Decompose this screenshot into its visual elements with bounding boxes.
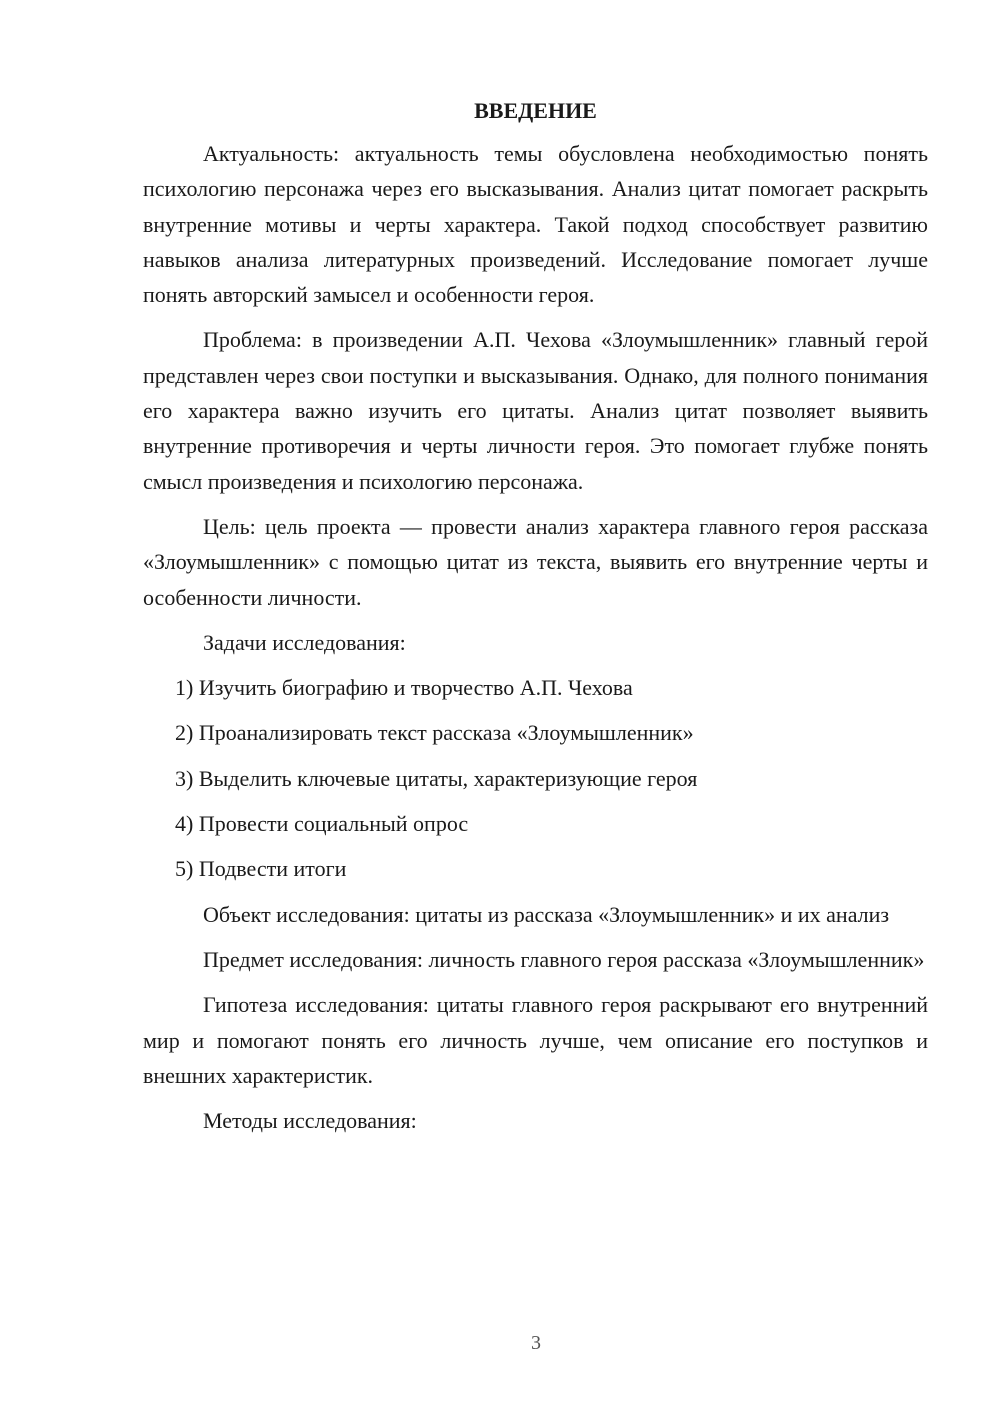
section-heading: ВВЕДЕНИЕ xyxy=(474,98,597,123)
problem-paragraph: Проблема: в произведении А.П. Чехова «Злоумышленник» главный герой представлен через свои поступки и высказывания. Однако, для полного понимания его характера важно изучить его цитаты. Анализ цитат позволяет выявить внутренние противоречия и черты личности героя. Это помогает глубже понять смысл произведения и психологию персонажа. xyxy=(143,327,928,494)
task-item: 4) Провести социальный опрос xyxy=(175,811,469,837)
task-item: 5) Подвести итоги xyxy=(175,856,347,882)
tasks-title: Задачи исследования: xyxy=(203,629,406,655)
document-page xyxy=(143,92,928,1148)
object-paragraph: Объект исследования: цитаты из рассказа «Злоумышленник» и их анализ xyxy=(203,901,890,927)
hypothesis-paragraph: Гипотеза исследования: цитаты главного героя раскрывают его внутренний мир и помогают понять его личность лучше, чем описание его поступков и внешних характеристик. xyxy=(143,992,928,1088)
relevance-paragraph: Актуальность: актуальность темы обусловлена необходимостью понять психологию персонажа через его высказывания. Анализ цитат помогает раскрыть внутренние мотивы и черты характера. Такой подход способствует развитию навыков анализа литературных произведений. Исследование помогает лучше понять авторский замысел и особенности героя. xyxy=(143,141,928,308)
goal-paragraph: Цель: цель проекта — провести анализ характера главного героя рассказа «Злоумышленник» с помощью цитат из текста, выявить его внутренние черты и особенности личности. xyxy=(143,513,928,610)
page-number: 3 xyxy=(531,1332,541,1354)
task-item: 3) Выделить ключевые цитаты, характеризующие героя xyxy=(175,765,698,791)
subject-paragraph: Предмет исследования: личность главного героя рассказа «Злоумышленник» xyxy=(203,946,925,972)
tasks-list xyxy=(143,670,928,886)
task-item: 1) Изучить биографию и творчество А.П. Чехова xyxy=(175,675,633,701)
task-item: 2) Проанализировать текст рассказа «Злоумышленник» xyxy=(175,720,694,746)
methods-title: Методы исследования: xyxy=(203,1108,417,1134)
